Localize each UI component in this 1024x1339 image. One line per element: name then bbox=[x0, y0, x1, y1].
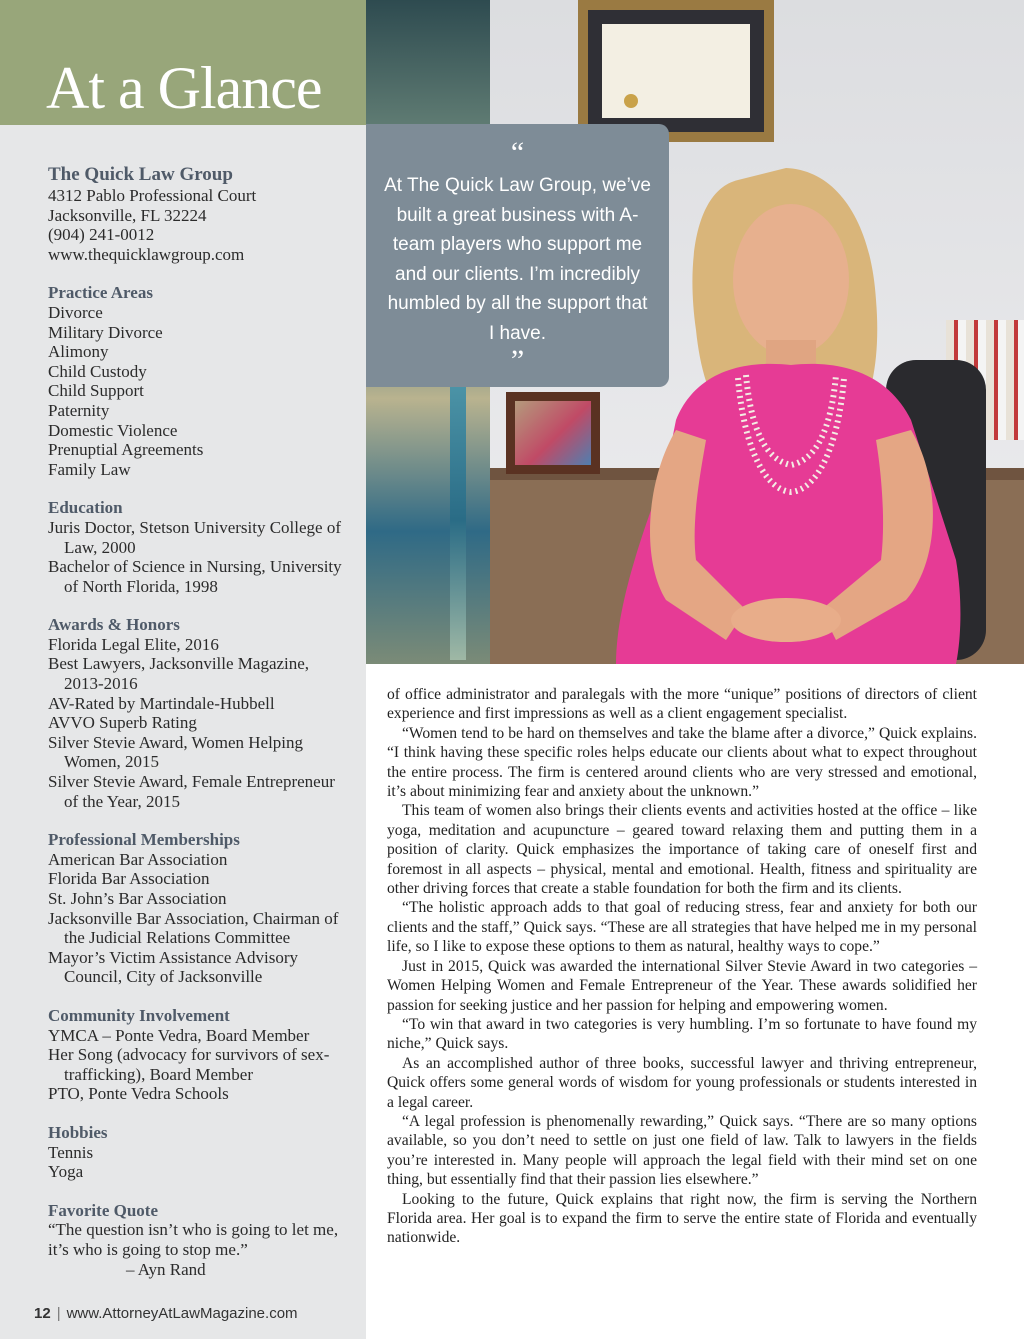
awards-section bbox=[48, 615, 348, 811]
favorite-quote-text: “The question isn’t who is going to let me, it’s who is going to stop me.” bbox=[48, 1220, 339, 1259]
hobbies-section bbox=[48, 1123, 348, 1182]
list-item: Yoga bbox=[48, 1162, 84, 1182]
article-paragraph: As an accomplished author of three books, successful lawyer and thriving entrepreneur, Quick offers some general words of wisdom for young professionals or students interested in a legal career. bbox=[387, 1054, 977, 1111]
article-body bbox=[387, 685, 977, 1248]
section-title: Awards & Honors bbox=[48, 615, 180, 635]
list-item: Florida Bar Association bbox=[48, 869, 210, 889]
section-title: Professional Memberships bbox=[48, 830, 240, 850]
list-item: St. John’s Bar Association bbox=[48, 889, 227, 908]
community-section bbox=[48, 1006, 348, 1104]
list-item: Alimony bbox=[48, 342, 109, 362]
section-title: Hobbies bbox=[48, 1122, 108, 1142]
article-paragraph: “The holistic approach adds to that goal of reducing stress, fear and anxiety for both our clients and the staff,” Quick says. “These are all strategies that have helped me in my personal life, so I like to expose these options to them as natural, healthy ways to cope.” bbox=[387, 899, 977, 956]
list-item: Juris Doctor, Stetson University College of Law, 2000 bbox=[48, 517, 342, 557]
page-footer bbox=[34, 1305, 298, 1322]
list-item: Florida Legal Elite, 2016 bbox=[48, 634, 219, 654]
article-paragraph: Looking to the future, Quick explains that right now, the firm is serving the Northern Florida area. Her goal is to expand the firm to serve the entire state of Florida and eventually nationwide. bbox=[387, 1190, 977, 1247]
article-paragraph: Just in 2015, Quick was awarded the international Silver Stevie Award in two categories – Women Helping Women and Female Entrepreneur of the Year. These awards solidified her passion for seeking justice and her passion for helping and empowering women. bbox=[387, 957, 977, 1014]
page-title: At a Glance bbox=[46, 55, 322, 121]
list-item: PTO, Ponte Vedra Schools bbox=[48, 1084, 229, 1104]
page-number: 12 bbox=[34, 1305, 51, 1322]
article-paragraph: This team of women also brings their clients events and activities hosted at the office – like yoga, meditation and acupuncture – geared toward relaxing them and putting them in a position of clarity. Quick emphasizes the importance of taking care of oneself first and foremost in all aspects – physical, mental and emotional. Health, fitness and spirituality are other driving forces that create a stable foundation for both the firm and its clients. bbox=[387, 802, 977, 898]
list-item: Prenuptial Agreements bbox=[48, 440, 204, 460]
magazine-website[interactable]: www.AttorneyAtLawMagazine.com bbox=[66, 1305, 298, 1322]
list-item: Best Lawyers, Jacksonville Magazine, 2013-2016 bbox=[48, 654, 310, 694]
favorite-quote-author: – Ayn Rand bbox=[126, 1259, 206, 1279]
address-line: 4312 Pablo Professional Court bbox=[48, 186, 257, 205]
firm-name: The Quick Law Group bbox=[48, 164, 233, 185]
section-title: Education bbox=[48, 498, 123, 518]
pull-quote bbox=[366, 124, 669, 387]
at-a-glance-list bbox=[48, 164, 348, 1279]
memberships-section bbox=[48, 830, 348, 987]
article-paragraph: “To win that award in two categories is very humbling. I’m so fortunate to have found my niche,” Quick says. bbox=[387, 1015, 977, 1053]
list-item: Military Divorce bbox=[48, 322, 163, 342]
website-link[interactable]: www.thequicklawgroup.com bbox=[48, 244, 245, 264]
list-item: AVVO Superb Rating bbox=[48, 713, 197, 733]
section-title: Practice Areas bbox=[48, 283, 153, 303]
article-paragraph: “Women tend to be hard on themselves and take the blame after a divorce,” Quick explains. “I think having these specific roles helps educate our clients about what to expect throughout the entire process. The firm is centered around clients who are very stressed and emotional, it’s about minimizing fear and anxiety about the unknown.” bbox=[387, 724, 977, 801]
close-quote-mark: ” bbox=[510, 344, 525, 377]
list-item: Bachelor of Science in Nursing, University of North Florida, 1998 bbox=[48, 557, 342, 596]
article-paragraph: of office administrator and paralegals with the more “unique” positions of directors of client experience and first impressions as well as a client engagement specialist. bbox=[387, 686, 977, 723]
section-title: Favorite Quote bbox=[48, 1200, 158, 1220]
practice-areas-section bbox=[48, 283, 348, 479]
list-item: American Bar Association bbox=[48, 849, 228, 869]
list-item: Family Law bbox=[48, 459, 131, 479]
list-item: Child Custody bbox=[48, 361, 147, 381]
footer-separator: | bbox=[56, 1305, 61, 1322]
address-line: Jacksonville, FL 32224 bbox=[48, 205, 207, 225]
list-item: Domestic Violence bbox=[48, 420, 178, 440]
list-item: Silver Stevie Award, Female Entrepreneur of the Year, 2015 bbox=[48, 772, 335, 811]
list-item: YMCA – Ponte Vedra, Board Member bbox=[48, 1025, 310, 1045]
list-item: Paternity bbox=[48, 400, 110, 420]
header-band bbox=[0, 0, 366, 125]
phone-number: (904) 241-0012 bbox=[48, 225, 155, 245]
favorite-quote-section bbox=[48, 1201, 348, 1279]
list-item: Tennis bbox=[48, 1142, 94, 1162]
list-item: Silver Stevie Award, Women Helping Women, 2015 bbox=[48, 732, 304, 772]
list-item: Jacksonville Bar Association, Chairman of the Judicial Relations Committee bbox=[48, 908, 339, 948]
list-item: AV-Rated by Martindale-Hubbell bbox=[48, 693, 275, 713]
article-paragraph: “A legal profession is phenomenally rewarding,” Quick says. “There are so many options available, so you don’t need to settle on just one field of law. Talk to lawyers in the fields you’re interested in. Many people will approach the legal field with their mind set on one thing, but essentially find that their passion lies elsewhere.” bbox=[387, 1112, 977, 1189]
list-item: Mayor’s Victim Assistance Advisory Council, City of Jacksonville bbox=[48, 947, 299, 987]
section-title: Community Involvement bbox=[48, 1005, 230, 1025]
pull-quote-text: At The Quick Law Group, we’ve built a great business with A-team players who support me and our clients. I’m incredibly humbled by all the support that I have. bbox=[384, 175, 651, 344]
open-quote-mark: “ bbox=[510, 136, 525, 169]
education-section bbox=[48, 498, 348, 596]
list-item: Divorce bbox=[48, 302, 103, 322]
list-item: Child Support bbox=[48, 381, 144, 401]
list-item: Her Song (advocacy for survivors of sex-trafficking), Board Member bbox=[48, 1045, 330, 1084]
